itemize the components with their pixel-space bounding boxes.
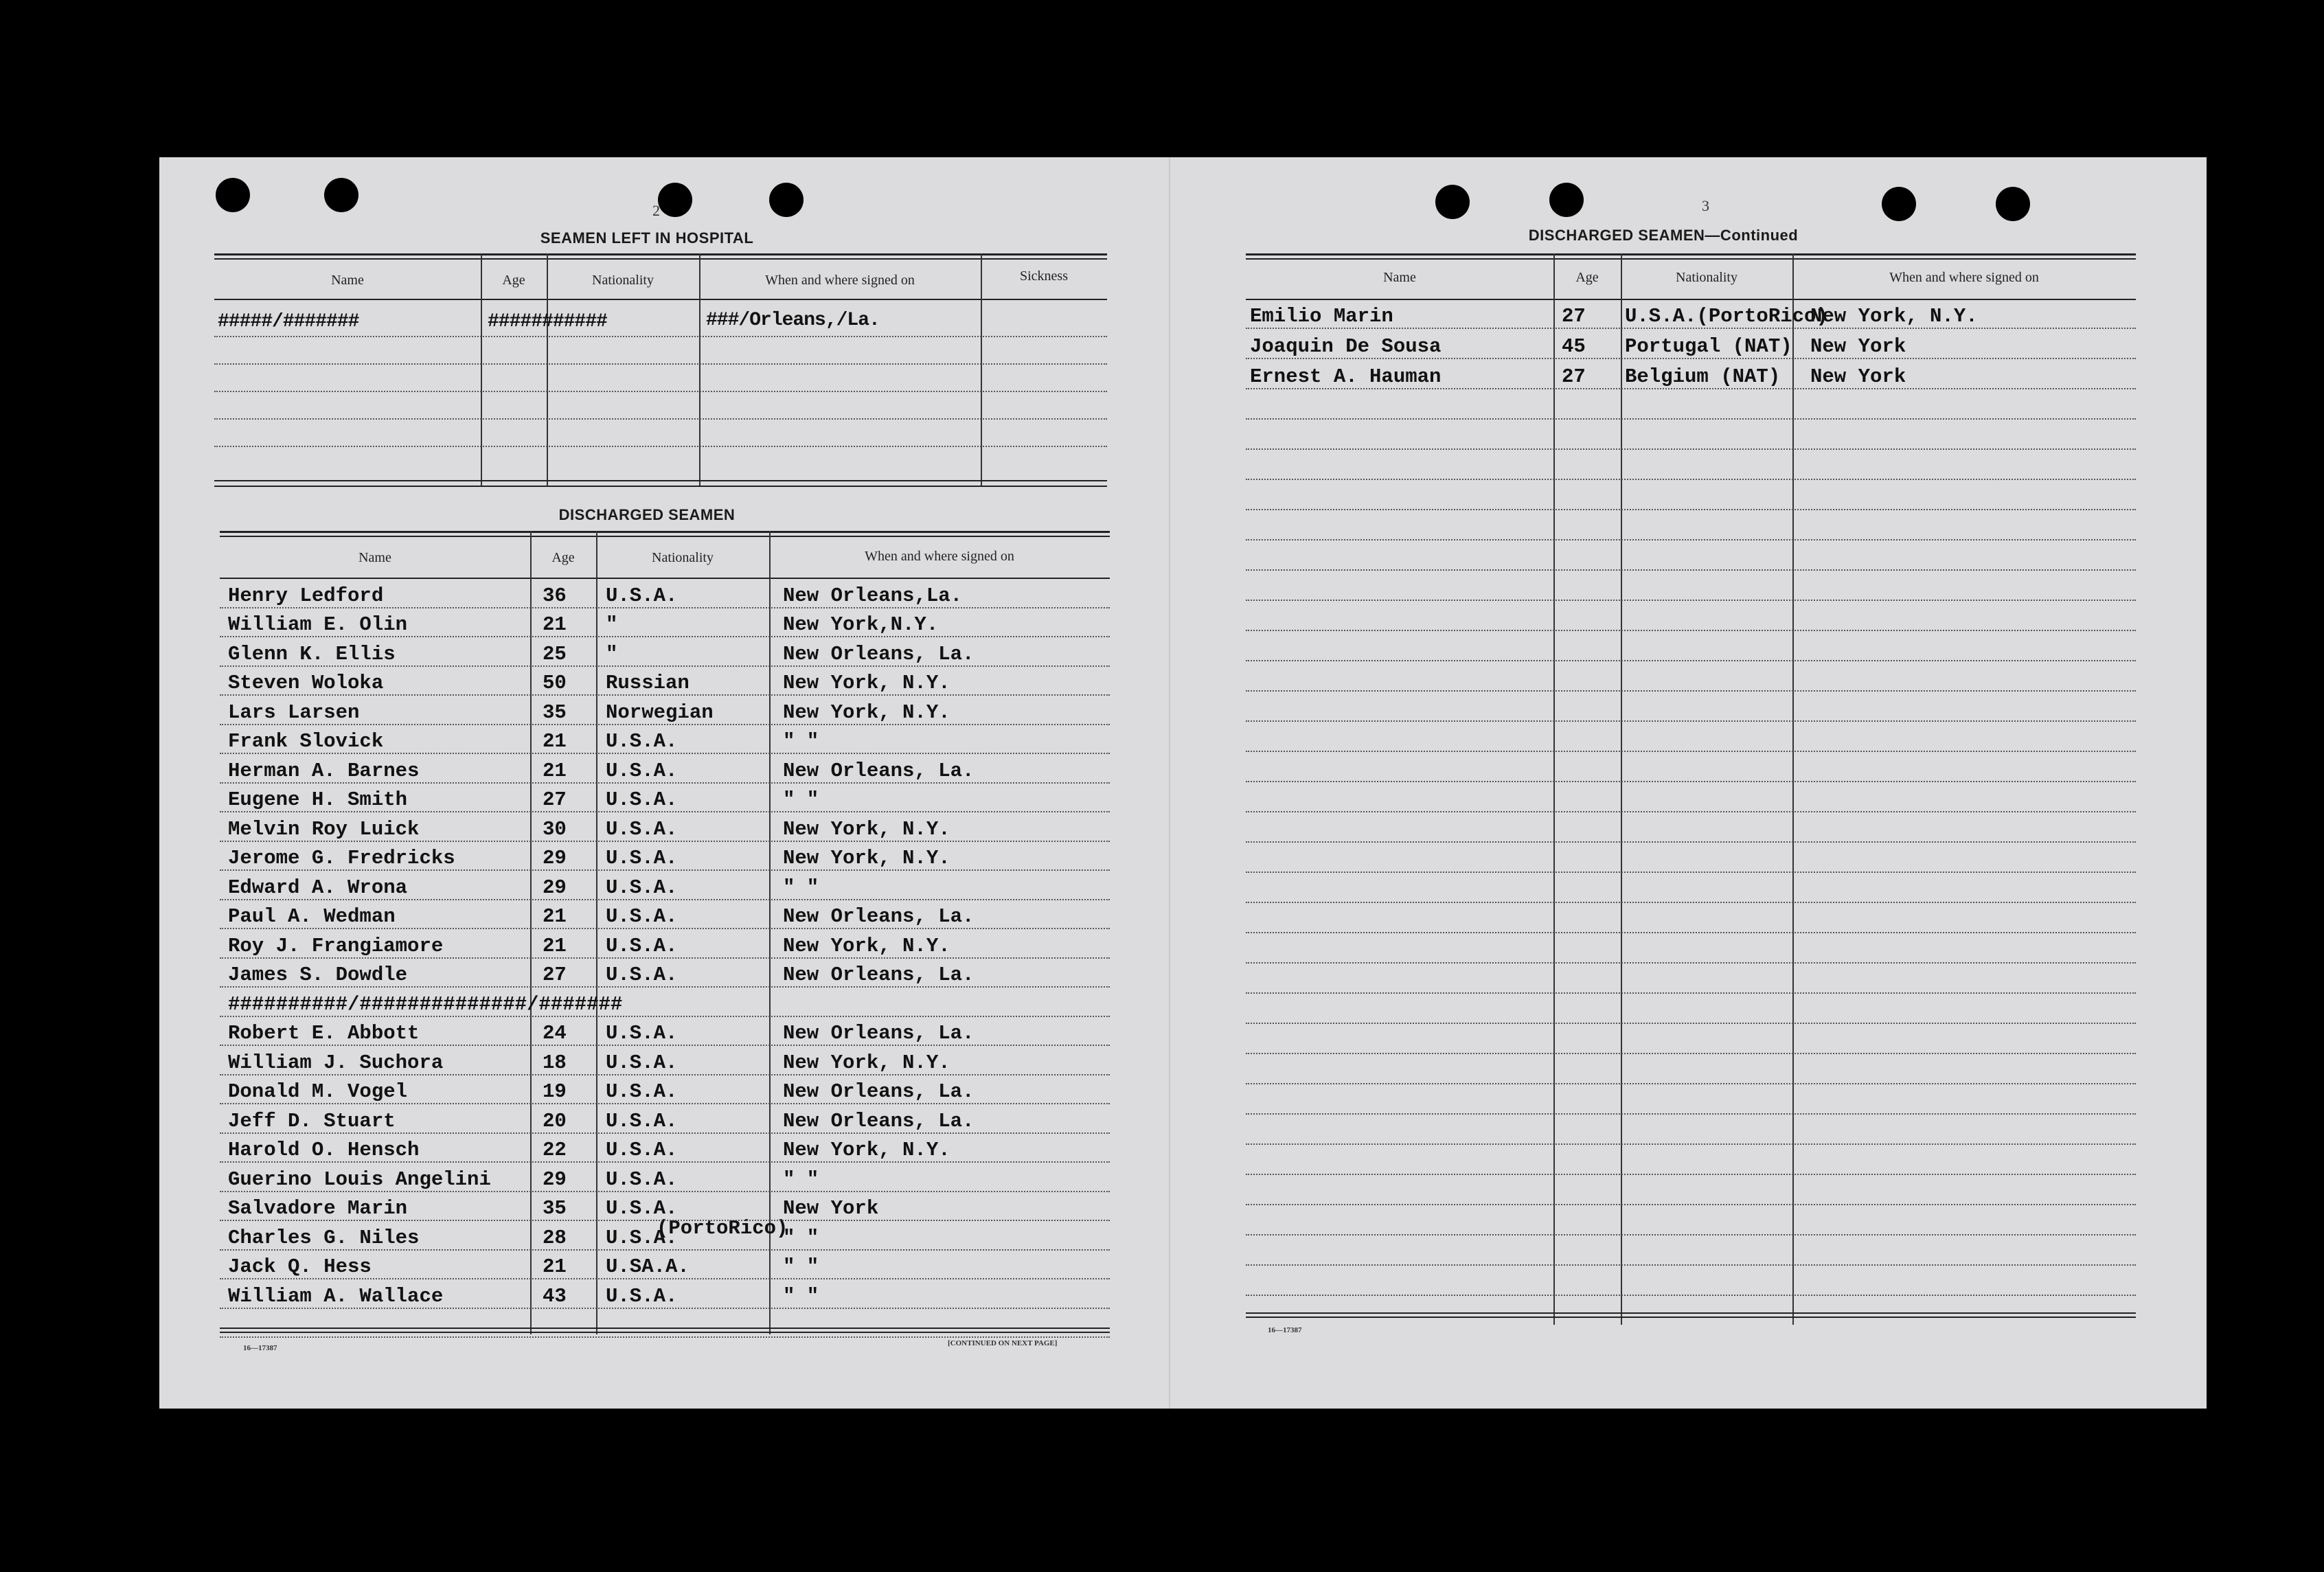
cell-age: 21	[543, 613, 567, 636]
header-sickness: Sickness	[1020, 269, 1068, 284]
row-rule	[1246, 388, 2136, 389]
cell-age: 21	[543, 905, 567, 928]
discharged-table	[220, 531, 1110, 1334]
cell-place: New Orleans, La.	[783, 1080, 975, 1103]
hospital-title: SEAMEN LEFT IN HOSPITAL	[540, 229, 754, 247]
row-rule	[220, 1132, 1110, 1134]
cell-nat: Portugal (NAT)	[1625, 335, 1792, 358]
row-rule	[1246, 720, 2136, 722]
row-rule	[1246, 992, 2136, 994]
cell-name: Harold O. Hensch	[228, 1139, 420, 1161]
row-rule	[1246, 1053, 2136, 1054]
cell-place: " "	[783, 1284, 819, 1308]
row-rule	[1246, 690, 2136, 692]
cell-name: Herman A. Barnes	[228, 759, 420, 782]
row-rule	[1246, 1174, 2136, 1175]
cell-place: New Orleans, La.	[783, 905, 975, 928]
struck-out-place: ###/Orleans,/La.	[706, 310, 880, 331]
cell-age: 36	[543, 584, 567, 607]
cell-place: " "	[783, 1167, 819, 1191]
cell-name: Roy J. Frangiamore	[228, 934, 444, 957]
row-rule	[220, 1336, 1110, 1338]
cell-place: New York, N.Y.	[783, 1051, 950, 1074]
discharged-continued-title: DISCHARGED SEAMEN—Continued	[1528, 227, 1799, 244]
cell-name: Salvadore Marin	[228, 1197, 408, 1220]
cell-nat: U.S.A.	[606, 1226, 678, 1249]
hospital-table	[214, 253, 1107, 487]
cell-name: Edward A. Wrona	[228, 876, 408, 899]
cell-place: New York, N.Y.	[783, 817, 950, 841]
cell-age: 29	[543, 1167, 567, 1191]
row-rule	[220, 899, 1110, 900]
cell-name: ##########/##############/#######	[228, 992, 623, 1016]
cell-name: James S. Dowdle	[228, 964, 408, 986]
header-signed-on: When and where signed on	[865, 549, 1014, 564]
cell-nat: U.S.A.	[606, 1139, 678, 1161]
row-rule	[1246, 418, 2136, 420]
cell-name: Joaquin De Sousa	[1250, 335, 1442, 358]
cell-age: 22	[543, 1139, 567, 1161]
row-rule	[1246, 1023, 2136, 1024]
cell-name: Emilio Marin	[1250, 305, 1393, 328]
cell-age: 27	[1562, 365, 1586, 388]
punch-hole	[658, 183, 692, 217]
form-number: 16—17387	[243, 1344, 277, 1352]
page-number: 2	[652, 202, 660, 219]
row-rule	[1246, 1264, 2136, 1266]
punch-hole	[1435, 185, 1470, 219]
cell-name: Ernest A. Hauman	[1250, 365, 1442, 388]
cell-name: William A. Wallace	[228, 1284, 444, 1308]
row-rule	[1246, 600, 2136, 601]
cell-place: New York, N.Y.	[783, 1139, 950, 1161]
cell-name: Jeff D. Stuart	[228, 1109, 396, 1132]
row-rule	[220, 1016, 1110, 1017]
row-rule	[1246, 751, 2136, 752]
row-rule	[220, 841, 1110, 842]
page-fold	[1169, 157, 1170, 1409]
cell-nat: U.S.A.	[606, 817, 678, 841]
header-age: Age	[1575, 270, 1599, 285]
cell-nat: Russian	[606, 672, 690, 694]
cell-name: Frank Slovick	[228, 730, 384, 753]
cell-name: Donald M. Vogel	[228, 1080, 408, 1103]
cell-age: 19	[543, 1080, 567, 1103]
cell-place: " "	[783, 730, 819, 753]
row-rule	[1246, 962, 2136, 964]
row-rule	[1246, 539, 2136, 540]
row-rule	[220, 665, 1110, 667]
cell-place: New York, N.Y.	[783, 934, 950, 957]
row-rule	[1246, 872, 2136, 873]
row-rule	[220, 724, 1110, 725]
porto-rico-note: (PortoRico)	[657, 1217, 788, 1240]
punch-hole	[1882, 187, 1916, 221]
cell-nat: Belgium (NAT)	[1625, 365, 1781, 388]
cell-place: " "	[783, 876, 819, 899]
row-rule	[220, 1191, 1110, 1192]
cell-place: " "	[783, 1226, 819, 1249]
row-rule	[220, 928, 1110, 929]
row-rule	[1246, 811, 2136, 812]
cell-nat: U.S.A.	[606, 934, 678, 957]
cell-place: New York	[783, 1197, 879, 1220]
cell-age: 21	[543, 934, 567, 957]
header-signed-on: When and where signed on	[1889, 270, 2039, 285]
cell-place: New York, N.Y.	[783, 847, 950, 869]
row-rule	[220, 1074, 1110, 1075]
punch-hole	[1996, 187, 2030, 221]
cell-name: Eugene H. Smith	[228, 788, 408, 811]
row-rule	[1246, 1204, 2136, 1205]
header-age: Age	[551, 550, 575, 565]
cell-nat: U.S.A.	[606, 1109, 678, 1132]
cell-age: 27	[1562, 305, 1586, 328]
row-rule	[1246, 479, 2136, 480]
row-rule	[220, 1161, 1110, 1163]
cell-name: Melvin Roy Luick	[228, 817, 420, 841]
cell-name: Steven Woloka	[228, 672, 384, 694]
cell-nat: U.S.A.	[606, 759, 678, 782]
row-rule	[1246, 1234, 2136, 1235]
cell-name: William J. Suchora	[228, 1051, 444, 1074]
cell-name: Henry Ledford	[228, 584, 384, 607]
punch-hole	[1549, 183, 1584, 217]
cell-place: " "	[783, 1255, 819, 1278]
cell-nat: U.S.A.	[606, 1080, 678, 1103]
cell-place: New Orleans, La.	[783, 1109, 975, 1132]
struck-out-age: ###########	[488, 311, 607, 332]
cell-age: 50	[543, 672, 567, 694]
cell-name: William E. Olin	[228, 613, 408, 636]
header-nationality: Nationality	[1676, 270, 1738, 285]
cell-name: Paul A. Wedman	[228, 905, 396, 928]
cell-name: Lars Larsen	[228, 700, 360, 724]
row-rule	[1246, 1143, 2136, 1145]
cell-name: Jack Q. Hess	[228, 1255, 372, 1278]
cell-nat: U.S.A.	[606, 584, 678, 607]
document-sheet	[159, 157, 2207, 1409]
cell-age: 29	[543, 876, 567, 899]
cell-place: New Orleans,La.	[783, 584, 963, 607]
row-rule	[1246, 358, 2136, 359]
row-rule	[220, 753, 1110, 754]
cell-nat: Norwegian	[606, 700, 714, 724]
row-rule	[1246, 841, 2136, 843]
row-rule	[1246, 328, 2136, 329]
cell-nat: U.S.A.	[606, 1197, 678, 1220]
discharged-title: DISCHARGED SEAMEN	[558, 506, 736, 523]
cell-place: New York	[1810, 365, 1906, 388]
cell-place: New Orleans, La.	[783, 964, 975, 986]
row-rule	[220, 869, 1110, 871]
cell-place: " "	[783, 788, 819, 811]
cell-place: New York, N.Y.	[1810, 305, 1978, 328]
row-rule	[220, 1045, 1110, 1046]
row-rule	[1246, 1083, 2136, 1084]
cell-nat: U.S.A.	[606, 730, 678, 753]
cell-age: 27	[543, 788, 567, 811]
cell-place: New York,N.Y.	[783, 613, 939, 636]
row-rule	[1246, 902, 2136, 903]
cell-nat: U.S.A.	[606, 905, 678, 928]
row-rule	[220, 957, 1110, 959]
cell-nat: U.S.A.	[606, 1051, 678, 1074]
row-rule	[220, 1103, 1110, 1104]
row-rule	[1246, 569, 2136, 571]
cell-age: 35	[543, 700, 567, 724]
discharged-continued-table	[1246, 253, 2136, 1325]
cell-nat: U.S.A.	[606, 1284, 678, 1308]
row-rule	[1246, 1295, 2136, 1296]
cell-place: New Orleans, La.	[783, 759, 975, 782]
row-rule	[220, 782, 1110, 784]
cell-age: 21	[543, 730, 567, 753]
cell-nat: U.S.A.	[606, 1022, 678, 1045]
cell-name: Robert E. Abbott	[228, 1022, 420, 1045]
cell-age: 30	[543, 817, 567, 841]
cell-nat: U.SA.A.	[606, 1255, 690, 1278]
header-name: Name	[331, 273, 364, 288]
row-rule	[1246, 781, 2136, 782]
cell-age: 24	[543, 1022, 567, 1045]
row-rule	[220, 607, 1110, 608]
row-rule	[220, 1278, 1110, 1279]
row-rule	[1246, 932, 2136, 933]
header-nationality: Nationality	[652, 550, 714, 565]
cell-name: Charles G. Niles	[228, 1226, 420, 1249]
form-number: 16—17387	[1268, 1326, 1302, 1334]
cell-name: Glenn K. Ellis	[228, 642, 396, 665]
row-rule	[220, 986, 1110, 988]
row-rule	[1246, 509, 2136, 510]
cell-nat: U.S.A.	[606, 847, 678, 869]
row-rule	[220, 1249, 1110, 1251]
row-rule	[1246, 660, 2136, 661]
cell-nat: U.S.A.	[606, 1167, 678, 1191]
continued-note: [CONTINUED ON NEXT PAGE]	[948, 1339, 1058, 1347]
row-rule	[1246, 448, 2136, 450]
cell-nat: U.S.A.(PortoRico)	[1625, 305, 1828, 328]
cell-nat: U.S.A.	[606, 876, 678, 899]
cell-age: 21	[543, 759, 567, 782]
cell-age: 43	[543, 1284, 567, 1308]
row-rule	[1246, 630, 2136, 631]
cell-age: 21	[543, 1255, 567, 1278]
row-rule	[220, 636, 1110, 637]
cell-age: 25	[543, 642, 567, 665]
cell-nat: "	[606, 642, 618, 665]
cell-place: New York	[1810, 335, 1906, 358]
cell-age: 28	[543, 1226, 567, 1249]
header-name: Name	[358, 550, 391, 565]
struck-out-name: #####/#######	[218, 311, 359, 332]
row-rule	[1246, 1113, 2136, 1115]
cell-age: 45	[1562, 335, 1586, 358]
cell-nat: U.S.A.	[606, 788, 678, 811]
page-number: 3	[1702, 197, 1709, 214]
cell-age: 29	[543, 847, 567, 869]
punch-hole	[324, 178, 358, 212]
cell-age: 20	[543, 1109, 567, 1132]
row-rule	[220, 811, 1110, 812]
cell-age: 18	[543, 1051, 567, 1074]
cell-place: New York, N.Y.	[783, 672, 950, 694]
cell-name: Jerome G. Fredricks	[228, 847, 455, 869]
header-signed-on: When and where signed on	[765, 273, 915, 288]
cell-age: 27	[543, 964, 567, 986]
cell-place: New York, N.Y.	[783, 700, 950, 724]
cell-nat: "	[606, 613, 618, 636]
row-rule	[220, 694, 1110, 696]
header-nationality: Nationality	[592, 273, 654, 288]
header-name: Name	[1383, 270, 1416, 285]
punch-hole	[769, 183, 804, 217]
row-rule	[220, 1220, 1110, 1221]
punch-hole	[216, 178, 250, 212]
cell-place: New Orleans, La.	[783, 642, 975, 665]
header-age: Age	[502, 273, 525, 288]
cell-age: 35	[543, 1197, 567, 1220]
cell-name: Guerino Louis Angelini	[228, 1167, 491, 1191]
cell-nat: U.S.A.	[606, 964, 678, 986]
row-rule	[220, 1308, 1110, 1309]
cell-place: New Orleans, La.	[783, 1022, 975, 1045]
